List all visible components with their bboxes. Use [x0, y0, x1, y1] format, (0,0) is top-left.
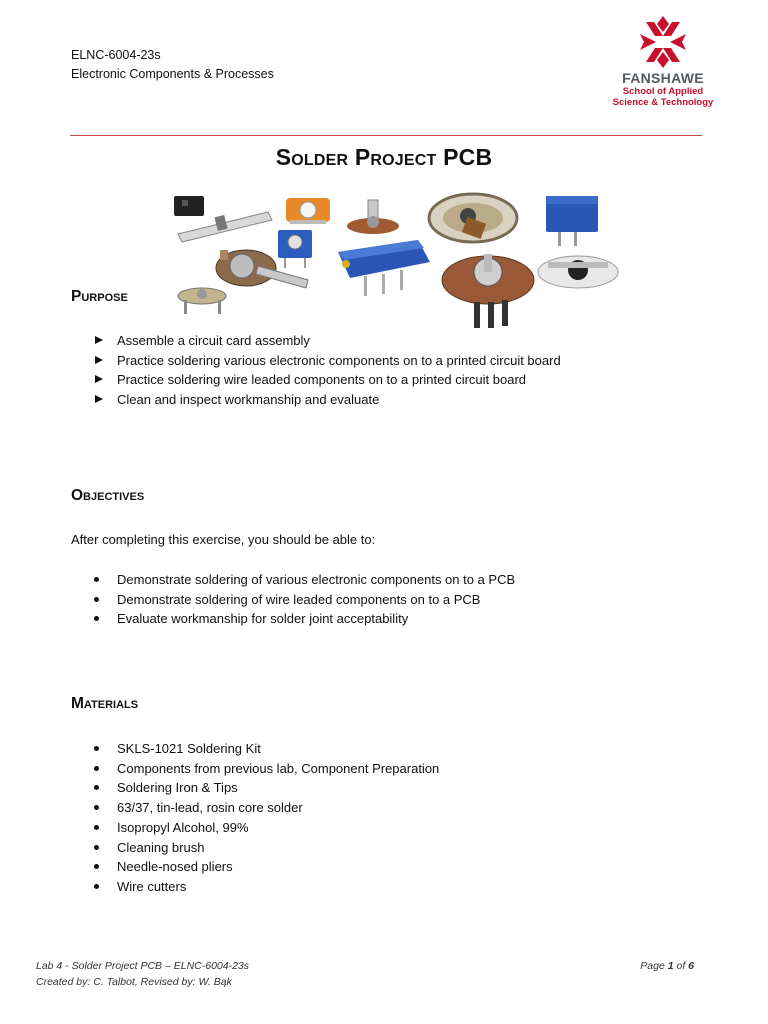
page-number [640, 958, 694, 974]
list-item: Needle-nosed pliers [71, 857, 711, 877]
slide-potentiometer-picture [178, 212, 272, 242]
blue-trimmer-tall-picture [546, 196, 598, 246]
blue-multiturn-picture [338, 240, 430, 296]
purpose-heading: Purpose [71, 288, 128, 305]
course-name: Electronic Components & Processes [71, 67, 274, 81]
carbon-trimmer-picture [178, 288, 226, 314]
page-current: 1 [667, 960, 674, 972]
logo-sub-line-1: School of Applied [622, 86, 704, 97]
header-rule [70, 135, 702, 136]
list-item: Practice soldering various electronic components on to a printed circuit board [71, 351, 711, 371]
orange-trimmer-picture [286, 198, 330, 224]
list-item: Isopropyl Alcohol, 99% [71, 818, 711, 838]
list-item: Evaluate workmanship for solder joint acceptability [71, 609, 711, 629]
list-item: Wire cutters [71, 877, 711, 897]
page-prefix: Page [640, 960, 668, 972]
fanshawe-logo-mark [636, 14, 690, 70]
slide-switch-picture [174, 196, 204, 216]
rotary-pot-large-picture [442, 254, 534, 328]
purpose-list [71, 331, 711, 410]
list-item: Soldering Iron & Tips [71, 778, 711, 798]
objectives-list [71, 570, 711, 629]
list-item: Assemble a circuit card assembly [71, 331, 711, 351]
list-item: 63/37, tin-lead, rosin core solder [71, 798, 711, 818]
objectives-heading: Objectives [71, 487, 145, 504]
list-item: SKLS-1021 Soldering Kit [71, 739, 711, 759]
page-title: Solder Project PCB [275, 144, 493, 170]
rheostat-picture [429, 194, 517, 242]
logo-brand: FANSHAWE [622, 70, 704, 86]
list-item: Demonstrate soldering of wire leaded components on to a PCB [71, 590, 711, 610]
objectives-intro: After completing this exercise, you should be able to: [71, 532, 376, 547]
list-item: Cleaning brush [71, 838, 711, 858]
materials-heading: Materials [71, 695, 139, 712]
footer-credits: Created by: C. Talbot, Revised by: W. Bąk [36, 976, 232, 988]
page-total: 6 [688, 960, 694, 972]
blue-trimmer-small-picture [278, 230, 312, 268]
dial-pot-picture [538, 256, 618, 288]
rotary-pot-small-picture [347, 200, 399, 234]
list-item: Demonstrate soldering of various electronic components on to a PCB [71, 570, 711, 590]
list-item: Practice soldering wire leaded components on to a printed circuit board [71, 370, 711, 390]
materials-list [71, 739, 711, 897]
logo-sub-line-2: Science & Technology [612, 97, 714, 108]
list-item: Clean and inspect workmanship and evaluate [71, 390, 711, 410]
course-code: ELNC-6004-23s [71, 48, 161, 62]
components-collage-image [168, 190, 624, 330]
footer-doc-title: Lab 4 - Solder Project PCB – ELNC-6004-23s [36, 960, 250, 972]
page-separator: of [673, 960, 689, 972]
list-item: Components from previous lab, Component Preparation [71, 759, 711, 779]
